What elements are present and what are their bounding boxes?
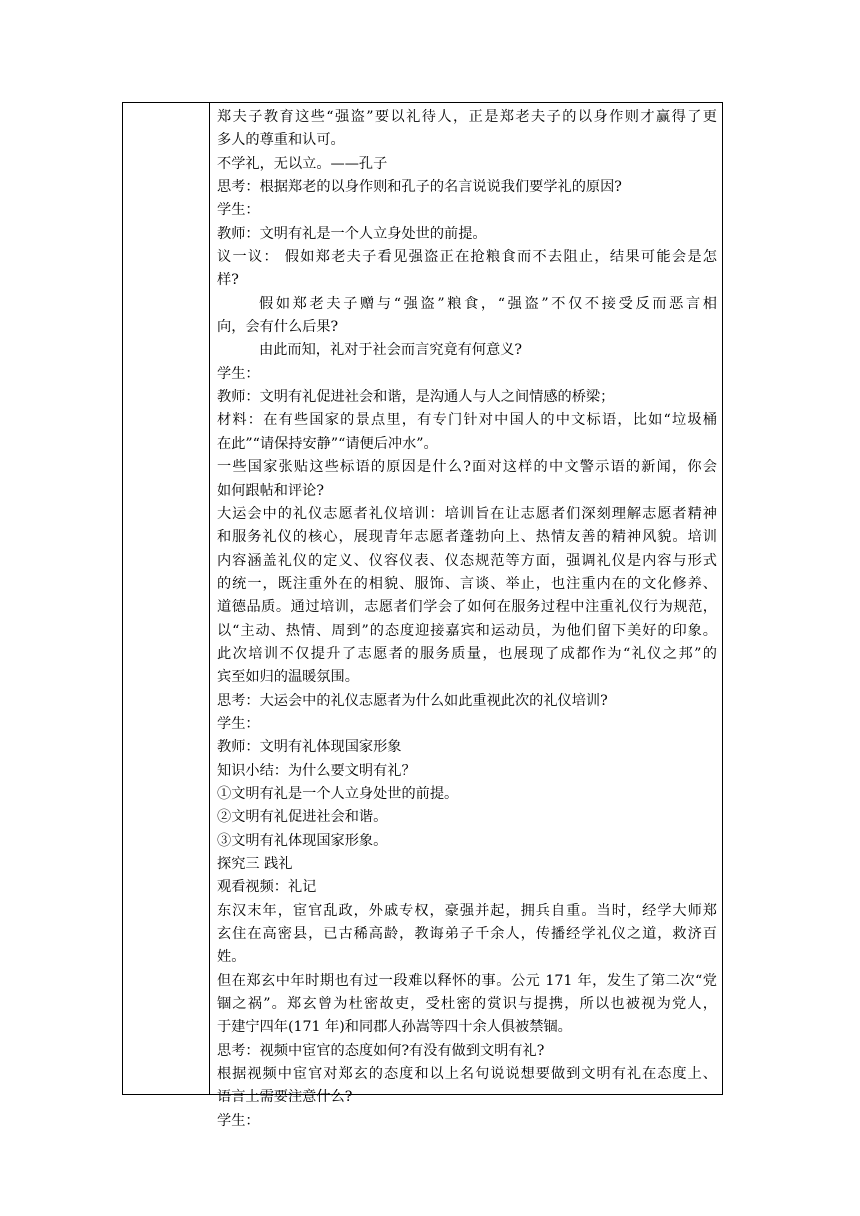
text-line: 但在郑玄中年时期也有过一段难以释怀的事。公元 171 年，发生了第二次“党 — [217, 972, 717, 989]
text-line: 的统一，既注重外在的相貌、服饰、言谈、举止，也注重内在的文化修养、 — [217, 575, 717, 592]
text-line: 思考：视频中宦官的态度如何?有没有做到文明有礼? — [217, 1042, 545, 1059]
text-line: 材料：在有些国家的景点里，有专门针对中国人的中文标语，比如“垃圾桶 — [217, 412, 717, 429]
text-line: 此次培训不仅提升了志愿者的服务质量，也展现了成都作为“礼仪之邦”的 — [217, 645, 717, 662]
text-line: 宾至如归的温暖氛围。 — [217, 669, 359, 686]
text-line: 道德品质。通过培训，志愿者们学会了如何在服务过程中注重礼仪行为规范， — [217, 599, 717, 616]
text-line: 如何跟帖和评论? — [217, 482, 324, 499]
text-line: 知识小结：为什么要文明有礼？ — [217, 762, 416, 779]
text-line: ②文明有礼促进社会和谐。 — [217, 809, 388, 826]
text-line: 玄住在高密县，已古稀高龄，教诲弟子千余人，传播经学礼仪之道，救济百 — [217, 926, 717, 943]
text-line: 观看视频：礼记 — [217, 879, 317, 896]
text-line: 探究三 践礼 — [217, 856, 293, 872]
text-line: 多人的尊重和认可。 — [217, 132, 345, 149]
text-line: 教师：文明有礼促进社会和谐，是沟通人与人之间情感的桥梁； — [217, 389, 615, 406]
text-line: 议一议： 假如郑老夫子看见强盗正在抢粮食而不去阻止，结果可能会是怎 — [217, 249, 717, 266]
text-line: 教师：文明有礼是一个人立身处世的前提。 — [217, 225, 487, 242]
content-cell — [217, 106, 717, 1133]
text-line: 学生： — [217, 715, 260, 732]
text-line: 学生： — [217, 365, 260, 382]
text-line: 假如郑老夫子赠与“强盗”粮食，“强盗”不仅不接受反而恶言相 — [259, 295, 717, 312]
text-line: ③文明有礼体现国家形象。 — [217, 832, 388, 849]
text-line: 姓。 — [217, 949, 246, 966]
text-line: 语言上需要注意什么? — [217, 1089, 353, 1106]
text-line: 东汉末年，宦官乱政，外戚专权，豪强并起，拥兵自重。当时，经学大师郑 — [217, 902, 717, 919]
text-line: ①文明有礼是一个人立身处世的前提。 — [217, 785, 459, 802]
text-line: 由此而知，礼对于社会而言究竟有何意义? — [259, 342, 522, 359]
text-line: 思考：根据郑老的以身作则和孔子的名言说说我们要学礼的原因? — [217, 179, 622, 196]
left-column-cell — [123, 103, 210, 1094]
text-line: 大运会中的礼仪志愿者礼仪培训：培训旨在让志愿者们深刻理解志愿者精神 — [217, 505, 717, 522]
text-line: 一些国家张贴这些标语的原因是什么?面对这样的中文警示语的新闻，你会 — [217, 459, 717, 476]
text-line: 郑夫子教育这些“强盗”要以礼待人，正是郑老夫子的以身作则才赢得了更 — [217, 109, 717, 125]
text-line: 教师：文明有礼体现国家形象 — [217, 739, 402, 756]
text-line: 不学礼，无以立。——孔子 — [217, 155, 388, 172]
lesson-table — [122, 102, 723, 1129]
text-line: 样? — [217, 272, 239, 289]
text-line: 在此”“请保持安静”“请便后冲水”。 — [217, 435, 438, 452]
text-line: 以“主动、热情、周到”的态度迎接嘉宾和运动员，为他们留下美好的印象。 — [217, 622, 717, 639]
text-line: 锢之祸”。郑玄曾为杜密故吏，受杜密的赏识与提携，所以也被视为党人， — [217, 996, 717, 1013]
text-line: 和服务礼仪的核心，展现青年志愿者蓬勃向上、热情友善的精神风貌。培训 — [217, 529, 717, 546]
text-line: 学生： — [217, 202, 260, 219]
text-line: 向，会有什么后果? — [217, 319, 339, 336]
text-line: 根据视频中宦官对郑玄的态度和以上名句说说想要做到文明有礼在态度上、 — [217, 1066, 717, 1083]
text-line: 思考：大运会中的礼仪志愿者为什么如此重视此次的礼仪培训? — [217, 692, 608, 709]
text-line: 学生： — [217, 1112, 260, 1129]
text-line: 于建宁四年(171 年)和同郡人孙嵩等四十余人俱被禁锢。 — [217, 1019, 572, 1036]
text-line: 内容涵盖礼仪的定义、仪容仪表、仪态规范等方面，强调礼仪是内容与形式 — [217, 552, 717, 569]
